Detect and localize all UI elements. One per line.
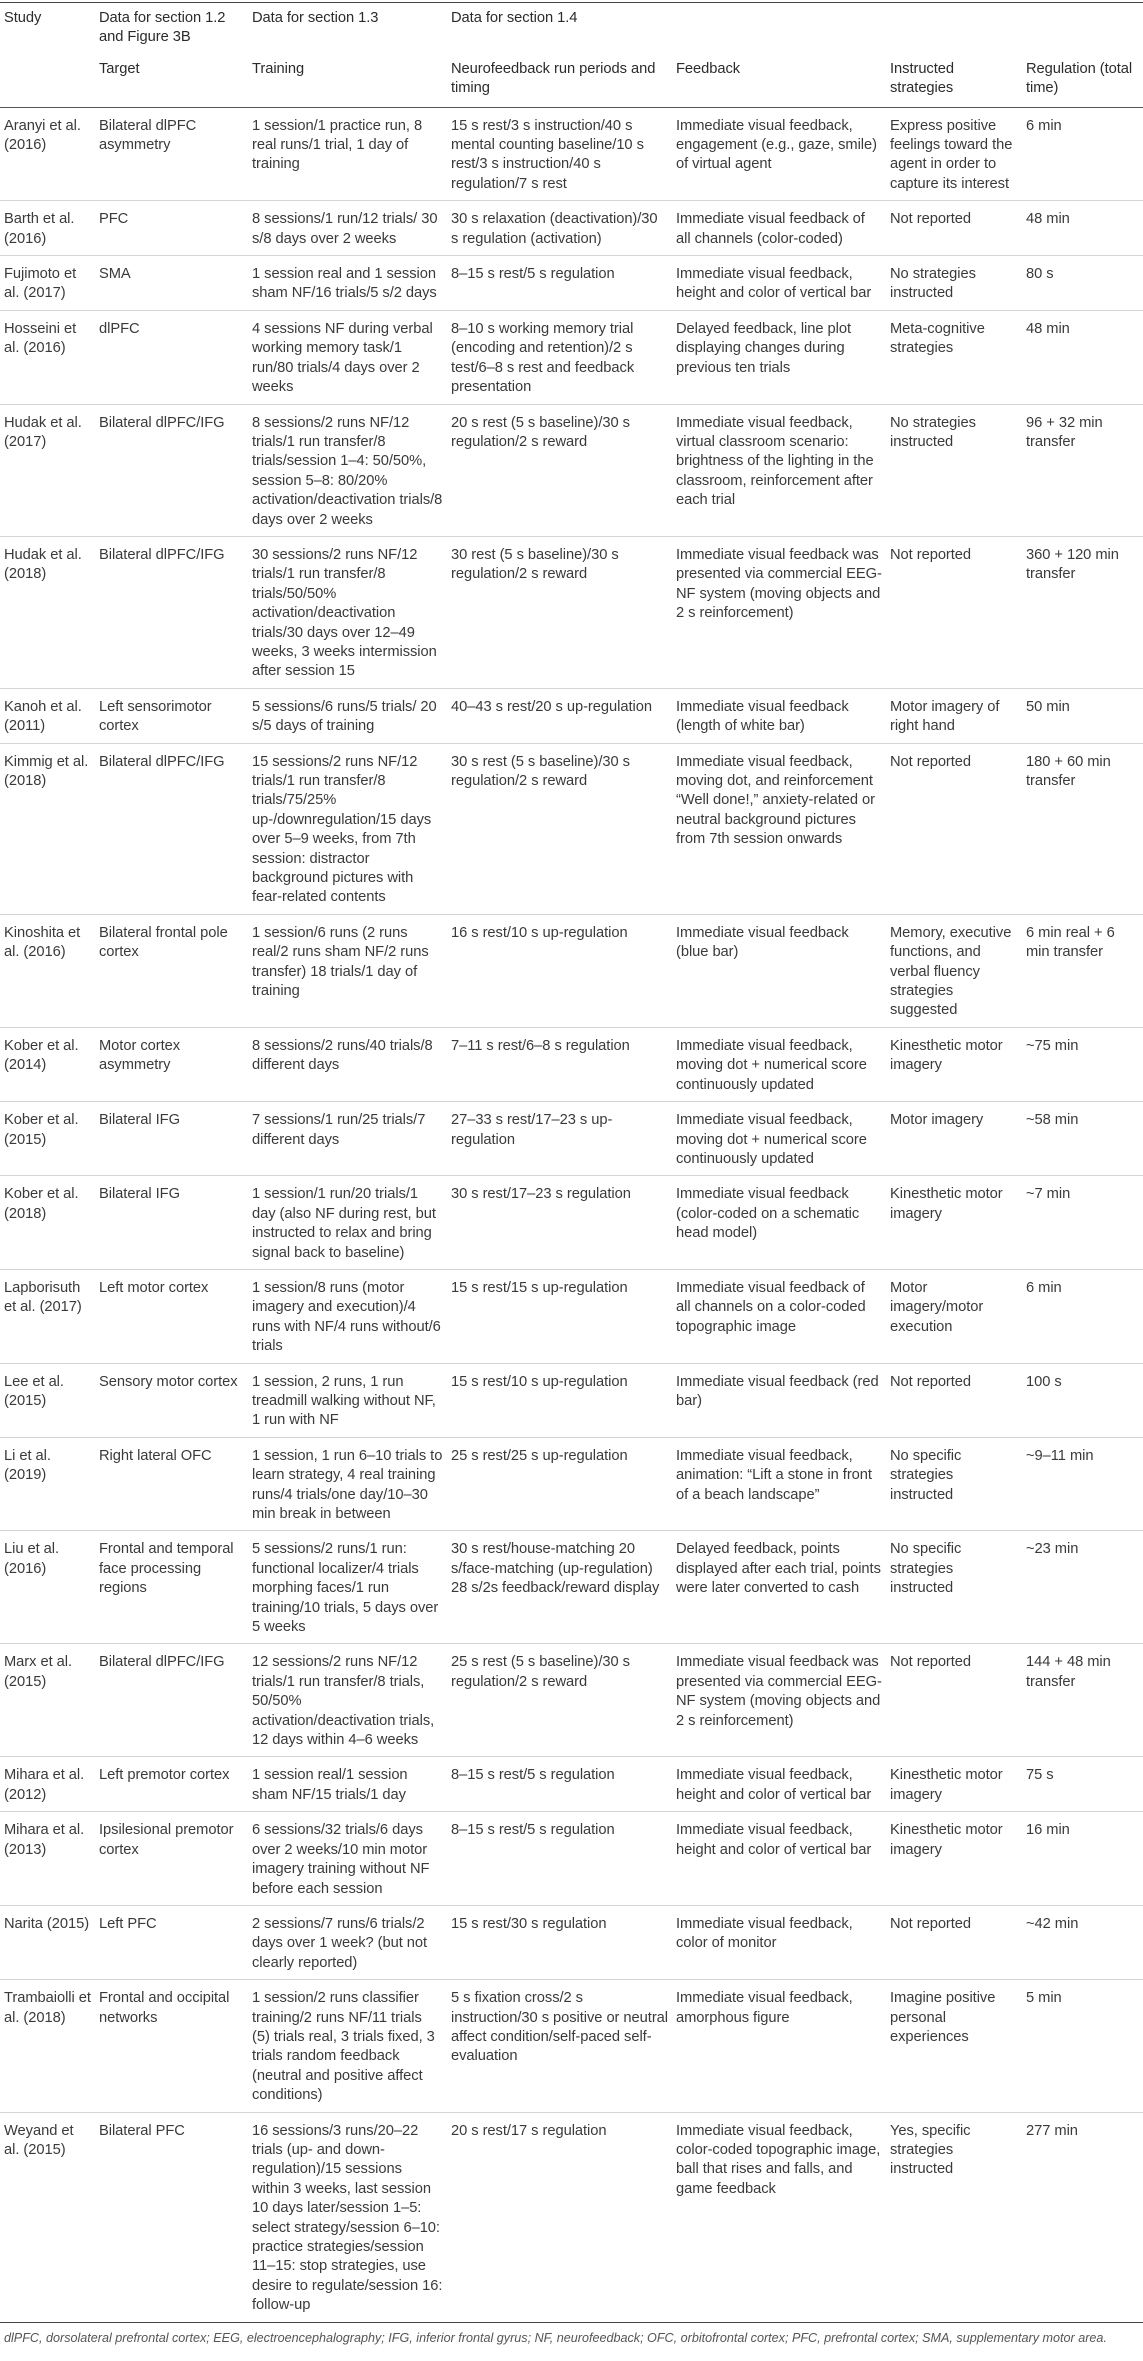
cell-feedback: Immediate visual feedback (color-coded on a schematic head model) [672,1176,886,1270]
cell-nf-timing: 30 s rest (5 s baseline)/30 s regulation/2 s reward [447,743,672,914]
cell-target: Motor cortex asymmetry [95,1027,248,1101]
cell-nf-timing: 20 s rest/17 s regulation [447,2112,672,2322]
cell-strategies: Memory, executive functions, and verbal fluency strategies suggested [886,914,1022,1027]
cell-target: Bilateral IFG [95,1176,248,1270]
cell-training: 1 session/1 practice run, 8 real runs/1 trial, 1 day of training [248,107,447,201]
table-row [0,310,1143,404]
header-cell-bottom-training: Training [248,54,447,107]
cell-feedback: Immediate visual feedback was presented via commercial EEG-NF system (moving objects and 2 s reinforcement) [672,536,886,688]
cell-feedback: Immediate visual feedback, engagement (e.g., gaze, smile) of virtual agent [672,107,886,201]
table-row [0,1027,1143,1101]
cell-training: 15 sessions/2 runs NF/12 trials/1 run transfer/8 trials/75/25% up-/downregulation/15 days over 5–9 weeks, from 7th session: distractor background pictures with fear-related contents [248,743,447,914]
cell-study: Mihara et al. (2012) [0,1757,95,1812]
cell-feedback: Immediate visual feedback was presented via commercial EEG-NF system (moving objects and 2 s reinforcement) [672,1644,886,1757]
cell-feedback: Immediate visual feedback, virtual classroom scenario: brightness of the lighting in the classroom, reinforcement after each trial [672,404,886,536]
cell-regulation: 180 + 60 min transfer [1022,743,1143,914]
cell-strategies: Not reported [886,743,1022,914]
cell-strategies: No strategies instructed [886,404,1022,536]
cell-regulation: 96 + 32 min transfer [1022,404,1143,536]
cell-target: Bilateral dlPFC/IFG [95,743,248,914]
header-cell-bottom-strategies: Instructed strategies [886,54,1022,107]
cell-target: Bilateral dlPFC/IFG [95,404,248,536]
cell-feedback: Immediate visual feedback of all channels (color-coded) [672,201,886,256]
cell-regulation: 75 s [1022,1757,1143,1812]
cell-study: Lee et al. (2015) [0,1363,95,1437]
cell-nf-timing: 30 s rest/17–23 s regulation [447,1176,672,1270]
cell-regulation: ~42 min [1022,1905,1143,1979]
cell-training: 5 sessions/2 runs/1 run: functional localizer/4 trials morphing faces/1 run training/10 trials, 5 days over 5 weeks [248,1531,447,1644]
cell-study: Lapborisuth et al. (2017) [0,1269,95,1363]
cell-study: Kober et al. (2018) [0,1176,95,1270]
cell-feedback: Immediate visual feedback, amorphous figure [672,1980,886,2112]
cell-training: 1 session/8 runs (motor imagery and execution)/4 runs with NF/4 runs without/6 trials [248,1269,447,1363]
cell-regulation: 360 + 120 min transfer [1022,536,1143,688]
cell-strategies: Not reported [886,1644,1022,1757]
cell-study: Hudak et al. (2018) [0,536,95,688]
cell-nf-timing: 40–43 s rest/20 s up-regulation [447,688,672,743]
cell-study: Kober et al. (2015) [0,1102,95,1176]
cell-strategies: Motor imagery of right hand [886,688,1022,743]
cell-regulation: 144 + 48 min transfer [1022,1644,1143,1757]
cell-strategies: Meta-cognitive strategies [886,310,1022,404]
table-row [0,1363,1143,1437]
cell-study: Hudak et al. (2017) [0,404,95,536]
table-row [0,1531,1143,1644]
cell-regulation: ~75 min [1022,1027,1143,1101]
cell-regulation: ~7 min [1022,1176,1143,1270]
cell-regulation: 50 min [1022,688,1143,743]
cell-target: Bilateral dlPFC/IFG [95,536,248,688]
cell-strategies: Kinesthetic motor imagery [886,1757,1022,1812]
cell-study: Mihara et al. (2013) [0,1812,95,1906]
cell-target: Ipsilesional premotor cortex [95,1812,248,1906]
table-row [0,536,1143,688]
cell-study: Narita (2015) [0,1905,95,1979]
cell-strategies: No specific strategies instructed [886,1531,1022,1644]
cell-regulation: ~58 min [1022,1102,1143,1176]
cell-feedback: Immediate visual feedback, height and color of vertical bar [672,1757,886,1812]
cell-study: Trambaiolli et al. (2018) [0,1980,95,2112]
table-row [0,743,1143,914]
cell-training: 8 sessions/1 run/12 trials/ 30 s/8 days over 2 weeks [248,201,447,256]
table-row [0,1176,1143,1270]
cell-strategies: Kinesthetic motor imagery [886,1176,1022,1270]
cell-study: Hosseini et al. (2016) [0,310,95,404]
table-row [0,1757,1143,1812]
cell-target: Bilateral dlPFC/IFG [95,1644,248,1757]
cell-regulation: 100 s [1022,1363,1143,1437]
cell-feedback: Immediate visual feedback (blue bar) [672,914,886,1027]
cell-feedback: Delayed feedback, points displayed after each trial, points were later converted to cash [672,1531,886,1644]
cell-strategies: Motor imagery/motor execution [886,1269,1022,1363]
cell-nf-timing: 25 s rest/25 s up-regulation [447,1437,672,1531]
cell-strategies: Express positive feelings toward the agent in order to capture its interest [886,107,1022,201]
cell-feedback: Delayed feedback, line plot displaying changes during previous ten trials [672,310,886,404]
header-cell-top-regulation [1022,3,1143,54]
cell-nf-timing: 8–15 s rest/5 s regulation [447,1812,672,1906]
cell-nf-timing: 8–15 s rest/5 s regulation [447,1757,672,1812]
cell-target: dlPFC [95,310,248,404]
cell-regulation: 16 min [1022,1812,1143,1906]
cell-strategies: Not reported [886,1363,1022,1437]
header-cell-bottom-target: Target [95,54,248,107]
table-row [0,1812,1143,1906]
header-row-top [0,3,1143,54]
cell-target: Left PFC [95,1905,248,1979]
table-row [0,1437,1143,1531]
cell-nf-timing: 8–15 s rest/5 s regulation [447,256,672,311]
cell-target: Bilateral frontal pole cortex [95,914,248,1027]
cell-study: Aranyi et al. (2016) [0,107,95,201]
cell-nf-timing: 15 s rest/10 s up-regulation [447,1363,672,1437]
cell-nf-timing: 30 rest (5 s baseline)/30 s regulation/2 s reward [447,536,672,688]
cell-target: Left motor cortex [95,1269,248,1363]
cell-nf-timing: 15 s rest/30 s regulation [447,1905,672,1979]
cell-regulation: ~9–11 min [1022,1437,1143,1531]
table-row [0,1905,1143,1979]
cell-strategies: Not reported [886,536,1022,688]
cell-study: Li et al. (2019) [0,1437,95,1531]
cell-study: Weyand et al. (2015) [0,2112,95,2322]
cell-study: Marx et al. (2015) [0,1644,95,1757]
cell-training: 16 sessions/3 runs/20–22 trials (up- and down-regulation)/15 sessions within 3 weeks, last session 10 days later/session 1–5: select strategy/session 6–10: practice strategies/session 11–15: stop strategies, use desire to regulate/session 16: follow-up [248,2112,447,2322]
cell-feedback: Immediate visual feedback, moving dot + numerical score continuously updated [672,1102,886,1176]
cell-strategies: Not reported [886,1905,1022,1979]
cell-regulation: 6 min [1022,107,1143,201]
cell-strategies: Kinesthetic motor imagery [886,1812,1022,1906]
cell-training: 6 sessions/32 trials/6 days over 2 weeks/10 min motor imagery training without NF before each session [248,1812,447,1906]
cell-target: Bilateral dlPFC asymmetry [95,107,248,201]
cell-study: Liu et al. (2016) [0,1531,95,1644]
cell-study: Kimmig et al. (2018) [0,743,95,914]
cell-training: 8 sessions/2 runs/40 trials/8 different days [248,1027,447,1101]
header-cell-bottom-regulation: Regulation (total time) [1022,54,1143,107]
cell-study: Fujimoto et al. (2017) [0,256,95,311]
cell-nf-timing: 15 s rest/3 s instruction/40 s mental counting baseline/10 s rest/3 s instruction/40 s regulation/7 s rest [447,107,672,201]
cell-feedback: Immediate visual feedback, moving dot + numerical score continuously updated [672,1027,886,1101]
cell-nf-timing: 20 s rest (5 s baseline)/30 s regulation/2 s reward [447,404,672,536]
cell-nf-timing: 5 s fixation cross/2 s instruction/30 s positive or neutral affect condition/self-paced self-evaluation [447,1980,672,2112]
cell-training: 1 session/2 runs classifier training/2 runs NF/11 trials (5) trials real, 3 trials fixed, 3 trials random feedback (neutral and positive affect conditions) [248,1980,447,2112]
cell-study: Barth et al. (2016) [0,201,95,256]
cell-training: 1 session real/1 session sham NF/15 trials/1 day [248,1757,447,1812]
cell-training: 1 session/1 run/20 trials/1 day (also NF during rest, but instructed to relax and bring signal back to baseline) [248,1176,447,1270]
cell-regulation: 6 min real + 6 min transfer [1022,914,1143,1027]
cell-regulation: 277 min [1022,2112,1143,2322]
cell-training: 12 sessions/2 runs NF/12 trials/1 run transfer/8 trials, 50/50% activation/deactivation trials, 12 days within 4–6 weeks [248,1644,447,1757]
cell-training: 1 session, 2 runs, 1 run treadmill walking without NF, 1 run with NF [248,1363,447,1437]
table-row [0,1102,1143,1176]
cell-study: Kanoh et al. (2011) [0,688,95,743]
cell-nf-timing: 16 s rest/10 s up-regulation [447,914,672,1027]
cell-feedback: Immediate visual feedback, height and color of vertical bar [672,1812,886,1906]
table-row [0,107,1143,201]
cell-target: Sensory motor cortex [95,1363,248,1437]
table-header [0,3,1143,108]
cell-feedback: Immediate visual feedback, moving dot, and reinforcement “Well done!,” anxiety-related or neutral background pictures from 7th session onwards [672,743,886,914]
table-row [0,1644,1143,1757]
cell-study: Kinoshita et al. (2016) [0,914,95,1027]
cell-strategies: No strategies instructed [886,256,1022,311]
cell-training: 8 sessions/2 runs NF/12 trials/1 run transfer/8 trials/session 1–4: 50/50%, session 5–8: 80/20% activation/deactivation trials/8 days over 2 weeks [248,404,447,536]
neurofeedback-studies-table [0,2,1143,2323]
cell-nf-timing: 30 s relaxation (deactivation)/30 s regulation (activation) [447,201,672,256]
cell-feedback: Immediate visual feedback, color-coded topographic image, ball that rises and falls, and game feedback [672,2112,886,2322]
cell-nf-timing: 25 s rest (5 s baseline)/30 s regulation/2 s reward [447,1644,672,1757]
cell-nf-timing: 8–10 s working memory trial (encoding and retention)/2 s test/6–8 s rest and feedback presentation [447,310,672,404]
cell-regulation: 5 min [1022,1980,1143,2112]
header-cell-bottom-study [0,54,95,107]
cell-training: 7 sessions/1 run/25 trials/7 different days [248,1102,447,1176]
cell-training: 30 sessions/2 runs NF/12 trials/1 run transfer/8 trials/50/50% activation/deactivation trials/30 days over 12–49 weeks, 3 weeks intermission after session 15 [248,536,447,688]
header-cell-top-training: Data for section 1.3 [248,3,447,54]
cell-feedback: Immediate visual feedback, height and color of vertical bar [672,256,886,311]
cell-regulation: 80 s [1022,256,1143,311]
cell-target: Frontal and occipital networks [95,1980,248,2112]
cell-feedback: Immediate visual feedback (length of white bar) [672,688,886,743]
cell-study: Kober et al. (2014) [0,1027,95,1101]
cell-strategies: No specific strategies instructed [886,1437,1022,1531]
cell-target: Left premotor cortex [95,1757,248,1812]
cell-training: 1 session real and 1 session sham NF/16 trials/5 s/2 days [248,256,447,311]
cell-strategies: Kinesthetic motor imagery [886,1027,1022,1101]
cell-training: 2 sessions/7 runs/6 trials/2 days over 1 week? (but not clearly reported) [248,1905,447,1979]
table-row [0,914,1143,1027]
header-cell-bottom-feedback: Feedback [672,54,886,107]
cell-feedback: Immediate visual feedback (red bar) [672,1363,886,1437]
table-row [0,1269,1143,1363]
header-cell-top-target: Data for section 1.2 and Figure 3B [95,3,248,54]
table-footnote: dlPFC, dorsolateral prefrontal cortex; EEG, electroencephalography; IFG, inferior frontal gyrus; NF, neurofeedback; OFC, orbitofrontal cortex; PFC, prefrontal cortex; SMA, supplementary motor area. [4,2330,1107,2345]
header-cell-top-feedback [672,3,886,54]
cell-regulation: 6 min [1022,1269,1143,1363]
header-cell-bottom-nf-timing: Neurofeedback run periods and timing [447,54,672,107]
cell-training: 1 session, 1 run 6–10 trials to learn strategy, 4 real training runs/4 trials/one day/10–30 min break in between [248,1437,447,1531]
cell-target: Frontal and temporal face processing regions [95,1531,248,1644]
table-row [0,1980,1143,2112]
cell-training: 1 session/6 runs (2 runs real/2 runs sham NF/2 runs transfer) 18 trials/1 day of training [248,914,447,1027]
cell-regulation: ~23 min [1022,1531,1143,1644]
header-cell-top-strategies [886,3,1022,54]
cell-target: Bilateral PFC [95,2112,248,2322]
table-row [0,256,1143,311]
cell-strategies: Motor imagery [886,1102,1022,1176]
table-row [0,2112,1143,2322]
cell-feedback: Immediate visual feedback, animation: “Lift a stone in front of a beach landscape” [672,1437,886,1531]
cell-target: Right lateral OFC [95,1437,248,1531]
cell-regulation: 48 min [1022,310,1143,404]
cell-nf-timing: 15 s rest/15 s up-regulation [447,1269,672,1363]
cell-nf-timing: 7–11 s rest/6–8 s regulation [447,1027,672,1101]
cell-training: 5 sessions/6 runs/5 trials/ 20 s/5 days of training [248,688,447,743]
cell-target: SMA [95,256,248,311]
cell-strategies: Not reported [886,201,1022,256]
cell-feedback: Immediate visual feedback, color of monitor [672,1905,886,1979]
table-row [0,688,1143,743]
table-body [0,107,1143,2322]
cell-target: Bilateral IFG [95,1102,248,1176]
table-row [0,201,1143,256]
cell-training: 4 sessions NF during verbal working memory task/1 run/80 trials/4 days over 2 weeks [248,310,447,404]
header-cell-top-study: Study [0,3,95,54]
cell-nf-timing: 27–33 s rest/17–23 s up-regulation [447,1102,672,1176]
cell-feedback: Immediate visual feedback of all channels on a color-coded topographic image [672,1269,886,1363]
table-row [0,404,1143,536]
cell-strategies: Yes, specific strategies instructed [886,2112,1022,2322]
cell-strategies: Imagine positive personal experiences [886,1980,1022,2112]
cell-nf-timing: 30 s rest/house-matching 20 s/face-matching (up-regulation) 28 s/2s feedback/reward display [447,1531,672,1644]
cell-target: PFC [95,201,248,256]
header-row-bottom [0,54,1143,107]
cell-target: Left sensorimotor cortex [95,688,248,743]
header-cell-top-nf-timing: Data for section 1.4 [447,3,672,54]
cell-regulation: 48 min [1022,201,1143,256]
